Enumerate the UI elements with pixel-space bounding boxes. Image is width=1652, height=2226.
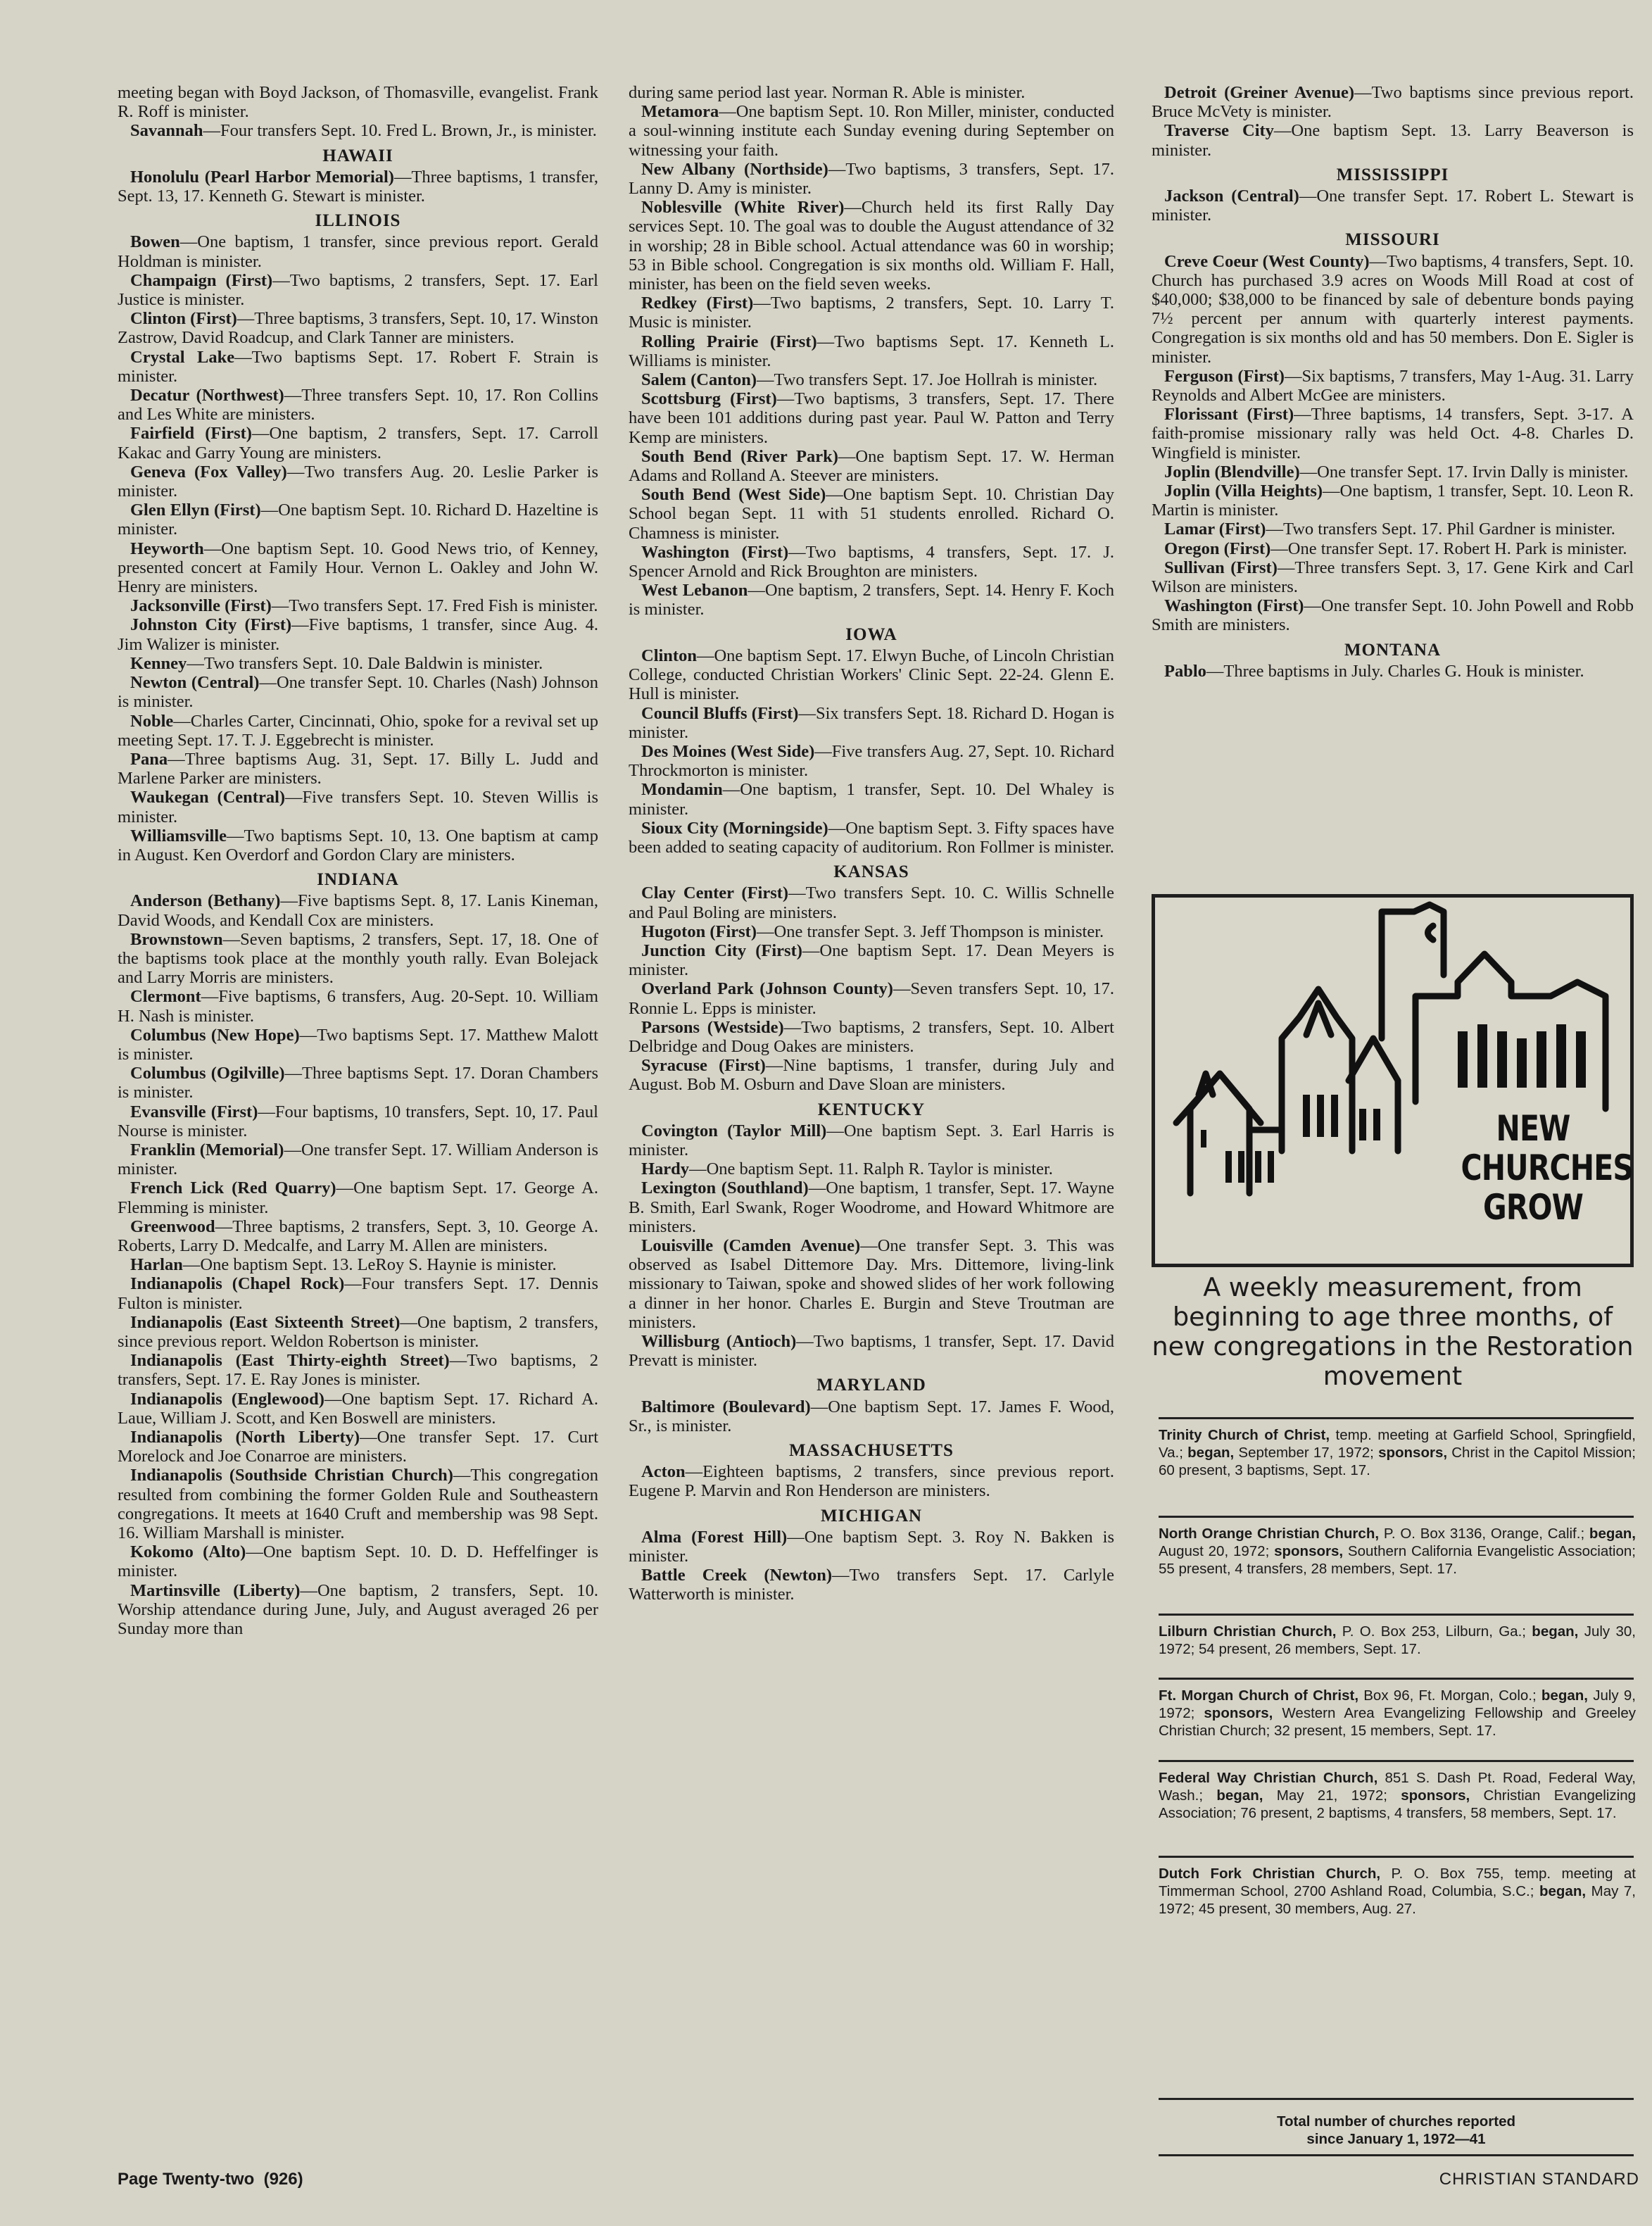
- report-text: —One baptism, 1 transfer, Sept. 10. Del Whaley is minister.: [629, 780, 1114, 819]
- church-report: [118, 673, 598, 711]
- church-name: Sullivan (First): [1164, 558, 1278, 577]
- report-text: —Three baptisms, 1 transfer, Sept. 13, 17. Kenneth G. Stewart is minister.: [118, 167, 598, 206]
- report-text: —One baptism Sept. 17. Richard A. Laue, William J. Scott, and Ken Boswell are ministers.: [118, 1389, 598, 1428]
- church-report: [118, 615, 598, 653]
- report-text: —One transfer Sept. 17. Robert L. Stewart is minister.: [1152, 187, 1634, 225]
- report-text: —One baptism, 1 transfer, since previous report. Gerald Holdman is minister.: [118, 232, 598, 271]
- report-text: —Two transfers Sept. 17. Carlyle Watterworth is minister.: [629, 1566, 1115, 1604]
- report-text: —One transfer Sept. 10. John Powell and Robb Smith are ministers.: [1152, 596, 1634, 635]
- church-name: Franklin (Memorial): [130, 1140, 284, 1159]
- church-report: [629, 389, 1114, 447]
- church-name: Joplin (Blendville): [1164, 462, 1300, 482]
- publication-name: CHRISTIAN STANDARD: [1439, 2170, 1639, 2189]
- report-text: —One baptism Sept. 13. LeRoy S. Haynie is minister.: [182, 1255, 557, 1275]
- church-name: Harlan: [130, 1255, 183, 1275]
- page-number: Page Twenty-two (926): [118, 2170, 303, 2189]
- church-name: Jackson (Central): [1164, 187, 1299, 206]
- divider-rule: [1159, 1417, 1634, 1419]
- church-report: [118, 891, 598, 929]
- church-name: French Lick (Red Quarry): [130, 1178, 336, 1198]
- report-text: —Four baptisms, 10 transfers, Sept. 10, 17. Paul Nourse is minister.: [118, 1102, 598, 1140]
- state-heading: KANSAS: [833, 862, 909, 882]
- church-report: [118, 750, 598, 788]
- report-text: —One transfer Sept. 17. Irvin Dally is minister.: [1299, 462, 1629, 482]
- report-text: —Six transfers Sept. 18. Richard D. Hogan is minister.: [629, 703, 1115, 742]
- church-report: [118, 1581, 598, 1639]
- church-name: Florissant (First): [1164, 405, 1294, 425]
- church-name: Columbus (New Hope): [130, 1025, 300, 1045]
- report-text: —Five baptisms Sept. 8, 17. Lanis Kineman, David Woods, and Kendall Cox are ministers.: [118, 891, 598, 930]
- church-name: Metamora: [641, 102, 719, 122]
- church-report: [629, 1462, 1114, 1500]
- report-text: —One transfer Sept. 3. Jeff Thompson is minister.: [757, 922, 1104, 941]
- church-report: [118, 83, 598, 121]
- church-report: [629, 1566, 1114, 1604]
- church-report: [629, 1236, 1114, 1332]
- church-name: Crystal Lake: [130, 347, 235, 367]
- church-report: [629, 543, 1114, 581]
- church-name: Heyworth: [130, 539, 204, 558]
- divider-rule: [1159, 1516, 1634, 1518]
- church-name: Alma (Forest Hill): [641, 1527, 788, 1547]
- church-name: Traverse City: [1164, 121, 1274, 141]
- report-text: —One baptism Sept. 10. Good News trio, of Kenney, presented concert at Family Hour. Vernon L. Oakley and John W. Henry are ministers.: [118, 539, 598, 597]
- church-name: Waukegan (Central): [130, 788, 286, 807]
- church-report: [118, 712, 598, 750]
- report-text: —One baptism Sept. 10. D. D. Heffelfinger is minister.: [118, 1542, 598, 1581]
- church-report: [629, 979, 1114, 1017]
- church-report: [629, 780, 1114, 818]
- new-church-entry: North Orange Christian Church, P. O. Box 3136, Orange, Calif.; began, August 20, 1972; sponsors, Southern California Evangelistic Association; 55 present, 4 transfers, 28 members, Sept. 17.: [1159, 1526, 1636, 1577]
- report-text: —Three baptisms, 3 transfers, Sept. 10, 17. Winston Zastrow, David Roadcup, and Clark Tanner are ministers.: [118, 309, 598, 348]
- church-report: [1152, 83, 1634, 121]
- church-report: [1152, 367, 1634, 405]
- church-name: Willisburg (Antioch): [641, 1332, 797, 1351]
- report-text: —One baptism Sept. 3. Earl Harris is minister.: [629, 1121, 1114, 1159]
- church-report: [629, 704, 1114, 742]
- church-name: Covington (Taylor Mill): [641, 1121, 827, 1140]
- report-text: during same period last year. Norman R. Able is minister.: [629, 83, 1026, 102]
- church-name: Indianapolis (Englewood): [130, 1389, 324, 1409]
- church-name: Savannah: [130, 121, 203, 141]
- church-report: [118, 501, 598, 539]
- church-name: Noble: [130, 711, 174, 731]
- report-text: —One baptism Sept. 17. Dean Meyers is minister.: [629, 941, 1114, 980]
- report-text: —Two transfers Sept. 10. C. Willis Schnelle and Paul Boling are ministers.: [629, 884, 1114, 922]
- church-name: Johnston City (First): [130, 615, 292, 635]
- church-report: [118, 1351, 598, 1389]
- church-name: Scottsburg (First): [641, 389, 777, 409]
- church-report: [629, 102, 1114, 160]
- report-text: —Two baptisms, 2 transfers, Sept. 17. E. Ray Jones is minister.: [118, 1351, 598, 1390]
- church-report: [1152, 596, 1634, 634]
- church-report: [118, 1274, 598, 1312]
- church-report: [629, 294, 1114, 332]
- report-text: —One baptism Sept. 3. Roy N. Bakken is minister.: [629, 1527, 1115, 1566]
- state-heading: ILLINOIS: [315, 211, 401, 231]
- church-report: [118, 1140, 598, 1178]
- state-heading: INDIANA: [317, 870, 399, 890]
- church-report: [1152, 187, 1634, 225]
- church-report: [118, 348, 598, 386]
- church-report: [118, 1064, 598, 1102]
- report-text: —Two transfers Aug. 20. Leslie Parker is minister.: [118, 462, 598, 501]
- state-heading: MASSACHUSETTS: [789, 1441, 954, 1461]
- report-text: —Three transfers Sept. 3, 17. Gene Kirk and Carl Wilson are ministers.: [1152, 558, 1634, 597]
- report-text: —Two baptisms, 2 transfers, Sept. 17. Earl Justice is minister.: [118, 270, 598, 310]
- church-name: Overland Park (Johnson County): [641, 979, 893, 999]
- report-text: —Nine baptisms, 1 transfer, during July and August. Bob M. Osburn and Dave Sloan are ministers.: [629, 1056, 1114, 1095]
- church-report: [118, 271, 598, 309]
- church-report: [629, 485, 1114, 543]
- church-name: Ferguson (First): [1164, 366, 1285, 386]
- new-churches-grow-logo-text: [1461, 1108, 1634, 1228]
- report-text: —Four transfers Sept. 10. Fred L. Brown, Jr., is minister.: [203, 121, 597, 141]
- column-3: [1152, 83, 1634, 681]
- church-report: [629, 1159, 1114, 1178]
- church-name: Decatur (Northwest): [130, 386, 284, 405]
- church-name: Geneva (Fox Valley): [130, 462, 287, 482]
- church-name: Champaign (First): [130, 270, 273, 290]
- church-report: [118, 1428, 598, 1466]
- church-name: Clay Center (First): [641, 884, 789, 903]
- church-name: Fairfield (First): [130, 424, 252, 444]
- report-text: —Two transfers Sept. 10. Dale Baldwin is minister.: [187, 653, 543, 673]
- church-report: [629, 922, 1114, 941]
- state-heading: MICHIGAN: [820, 1506, 923, 1526]
- logo-line-new: NEW: [1496, 1108, 1570, 1149]
- church-report: [629, 332, 1114, 370]
- new-church-entry: Dutch Fork Christian Church, P. O. Box 755, temp. meeting at Timmerman School, 2700 Ashland Road, Columbia, S.C.; began, May 7, 1972; 45 present, 30 members, Aug. 27.: [1159, 1866, 1637, 1917]
- church-name: Battle Creek (Newton): [641, 1566, 832, 1585]
- church-report: [629, 581, 1114, 619]
- church-report: [118, 1217, 598, 1255]
- report-text: —Two baptisms Sept. 17. Matthew Malott is minister.: [118, 1025, 598, 1064]
- divider-rule: [1159, 1614, 1634, 1616]
- church-report: [1152, 482, 1634, 520]
- church-report: [629, 83, 1114, 102]
- column-1: [118, 83, 598, 1638]
- state-heading: IOWA: [845, 624, 897, 644]
- church-name: Lexington (Southland): [641, 1178, 809, 1198]
- church-report: [118, 826, 598, 864]
- state-heading: MISSOURI: [1345, 230, 1440, 250]
- church-name: Indianapolis (East Sixteenth Street): [130, 1312, 401, 1332]
- report-text: —Four transfers Sept. 17. Dennis Fulton is minister.: [118, 1274, 598, 1313]
- church-name: Greenwood: [130, 1216, 215, 1236]
- church-report: [118, 424, 598, 462]
- report-text: —Two baptisms, 4 transfers, Sept. 17. J. Spencer Arnold and Rick Broughton are ministers.: [629, 542, 1114, 581]
- church-report: [629, 819, 1114, 857]
- church-name: South Bend (West Side): [641, 485, 826, 505]
- church-report: [629, 1332, 1114, 1370]
- divider-rule: [1159, 1856, 1634, 1858]
- church-name: Anderson (Bethany): [130, 891, 281, 911]
- church-report: [629, 742, 1114, 780]
- church-name: Junction City (First): [641, 941, 802, 960]
- church-name: Pana: [130, 749, 168, 769]
- report-text: —One baptism, 2 transfers, Sept. 17. Carroll Kakac and Garry Young are ministers.: [118, 424, 599, 463]
- report-text: —Charles Carter, Cincinnati, Ohio, spoke for a revival set up meeting Sept. 17. T. J. Eggebrecht is minister.: [118, 711, 598, 750]
- new-church-entry: Federal Way Christian Church, 851 S. Dash Pt. Road, Federal Way, Wash.; began, May 21, 1972; sponsors, Christian Evangelizing Association; 76 present, 2 baptisms, 4 transfers, 58 members, Sept. 17.: [1159, 1770, 1636, 1821]
- total-churches-reported: Total number of churches reported since January 1, 1972—41: [1276, 2113, 1516, 2147]
- column-2: [629, 83, 1114, 1604]
- church-report: [1152, 252, 1634, 367]
- church-name: Clermont: [130, 987, 201, 1007]
- church-name: Parsons (Westside): [641, 1017, 784, 1037]
- report-text: —One baptism Sept. 10. Richard D. Hazeltine is minister.: [118, 501, 599, 539]
- report-text: —One baptism Sept. 17. James F. Wood, Sr., is minister.: [629, 1397, 1114, 1435]
- report-text: —One transfer Sept. 17. William Anderson is minister.: [118, 1140, 598, 1179]
- church-report: [118, 168, 598, 206]
- church-name: South Bend (River Park): [641, 446, 838, 466]
- church-report: [1152, 539, 1634, 558]
- church-report: [118, 463, 598, 501]
- report-text: —Seven transfers Sept. 10, 17. Ronnie L. Epps is minister.: [629, 979, 1114, 1018]
- church-report: [118, 654, 598, 673]
- church-name: Acton: [641, 1462, 686, 1482]
- report-text: —Two baptisms Sept. 10, 13. One baptism at camp in August. Ken Overdorf and Gordon Clary are ministers.: [118, 826, 598, 864]
- church-report: [118, 1026, 598, 1064]
- church-name: Lamar (First): [1164, 520, 1266, 539]
- report-text: —Two baptisms Sept. 17. Kenneth L. Williams is minister.: [629, 332, 1114, 370]
- church-name: Kenney: [130, 653, 187, 673]
- report-text: —Three baptisms in July. Charles G. Houk is minister.: [1206, 661, 1584, 681]
- church-name: Hardy: [641, 1159, 690, 1179]
- church-name: Brownstown: [130, 929, 223, 949]
- church-name: Jacksonville (First): [130, 596, 272, 616]
- new-church-entry: Ft. Morgan Church of Christ, Box 96, Ft. Morgan, Colo.; began, July 9, 1972; sponsors, Western Area Evangelizing Fellowship and Greeley Christian Church; 32 present, 15 members, Sept. 17.: [1159, 1687, 1637, 1739]
- church-name: Detroit (Greiner Avenue): [1164, 83, 1354, 102]
- report-text: —Two baptisms Sept. 17. Robert F. Strain is minister.: [118, 347, 598, 386]
- church-report: [118, 1313, 598, 1351]
- church-name: Washington (First): [641, 542, 789, 562]
- church-name: Pablo: [1164, 661, 1206, 681]
- report-text: —Six baptisms, 7 transfers, May 1-Aug. 31. Larry Reynolds and Albert McGee are ministers.: [1152, 366, 1634, 405]
- church-name: Kokomo (Alto): [130, 1542, 246, 1562]
- report-text: —One transfer Sept. 17. Robert H. Park is minister.: [1270, 539, 1627, 558]
- report-text: —Two baptisms since previous report. Bruce McVety is minister.: [1152, 83, 1634, 122]
- church-report: [118, 1255, 598, 1274]
- report-text: —One baptism Sept. 10. Ron Miller, minister, conducted a soul-winning institute each Sunday evening during September on witnessing your faith.: [629, 102, 1114, 160]
- church-report: [629, 1397, 1114, 1435]
- report-text: —One baptism, 2 transfers, Sept. 14. Henry F. Koch is minister.: [629, 581, 1114, 620]
- church-name: Clinton: [641, 646, 697, 665]
- church-report: [629, 646, 1114, 704]
- church-report: [118, 788, 598, 826]
- church-report: [118, 539, 598, 597]
- divider-rule: [1159, 2098, 1634, 2100]
- report-text: —Two baptisms, 3 transfers, Sept. 17. Lanny D. Amy is minister.: [629, 159, 1114, 199]
- report-text: —Five transfers Aug. 27, Sept. 10. Richard Throckmorton is minister.: [629, 741, 1114, 781]
- church-name: Louisville (Camden Avenue): [641, 1235, 861, 1255]
- church-report: [629, 160, 1114, 198]
- church-name: Baltimore (Boulevard): [641, 1397, 811, 1416]
- report-text: —One baptism, 1 transfer, Sept. 10. Leon R. Martin is minister.: [1152, 482, 1634, 520]
- church-report: [118, 987, 598, 1025]
- church-name: Council Bluffs (First): [641, 703, 799, 723]
- church-name: Indianapolis (Chapel Rock): [130, 1274, 345, 1294]
- report-text: —Five transfers Sept. 10. Steven Willis is minister.: [118, 788, 599, 826]
- church-name: Syracuse (First): [641, 1056, 766, 1076]
- church-report: [118, 309, 598, 347]
- report-text: —Five baptisms, 6 transfers, Aug. 20-Sept. 10. William H. Nash is minister.: [118, 987, 598, 1026]
- church-name: West Lebanon: [641, 581, 748, 600]
- church-name: Sioux City (Morningside): [641, 818, 828, 838]
- church-report: [1152, 405, 1634, 463]
- church-report: [118, 1178, 598, 1216]
- church-name: Honolulu (Pearl Harbor Memorial): [130, 167, 394, 187]
- feature-tagline: A weekly measurement, from beginning to age three months, of new congregations in the Restoration movement: [1152, 1272, 1634, 1391]
- church-report: [629, 370, 1114, 389]
- church-name: Salem (Canton): [641, 370, 757, 390]
- report-text: —Two transfers Sept. 17. Phil Gardner is minister.: [1266, 520, 1615, 539]
- church-report: [1152, 520, 1634, 539]
- church-report: [629, 941, 1114, 979]
- church-report: [118, 386, 598, 424]
- church-name: Indianapolis (North Liberty): [130, 1428, 360, 1447]
- church-report: [1152, 558, 1634, 596]
- new-churches-grow-logo-box: [1152, 894, 1634, 1267]
- report-text: —Eighteen baptisms, 2 transfers, since previous report. Eugene P. Marvin and Ron Henderson are ministers.: [629, 1462, 1114, 1501]
- church-name: New Albany (Northside): [641, 159, 828, 179]
- logo-line-churches: CHURCHES: [1461, 1147, 1634, 1188]
- church-name: Noblesville (White River): [641, 198, 845, 218]
- church-report: [1152, 121, 1634, 159]
- church-report: [629, 884, 1114, 922]
- report-text: —One baptism, 2 transfers, Sept. 10. Worship attendance during June, July, and August averaged 26 per Sunday more than: [118, 1580, 598, 1639]
- church-report: [118, 930, 598, 988]
- report-text: —Two transfers Sept. 17. Fred Fish is minister.: [271, 596, 598, 616]
- report-text: —Two baptisms, 2 transfers, Sept. 10. Larry T. Music is minister.: [629, 294, 1114, 332]
- state-heading: MISSISSIPPI: [1336, 165, 1449, 184]
- report-text: —Five baptisms, 1 transfer, since Aug. 4. Jim Walizer is minister.: [118, 615, 599, 654]
- church-name: Columbus (Ogilville): [130, 1064, 285, 1083]
- church-report: [118, 232, 598, 270]
- church-name: Clinton (First): [130, 309, 237, 329]
- church-report: [1152, 662, 1634, 681]
- report-text: —One baptism Sept. 13. Larry Beaverson is minister.: [1152, 121, 1634, 160]
- church-name: Indianapolis (East Thirty-eighth Street): [130, 1351, 450, 1371]
- church-report: [118, 1102, 598, 1140]
- report-text: —This congregation resulted from combining the former Golden Rule and Southeastern congregations. It meets at 1640 Cruft and membership was 98 Sept. 16. William Marshall is minister.: [118, 1466, 598, 1543]
- state-heading: KENTUCKY: [817, 1100, 926, 1119]
- report-text: —Three baptisms Aug. 31, Sept. 17. Billy L. Judd and Marlene Parker are ministers.: [118, 749, 598, 788]
- state-heading: MARYLAND: [816, 1376, 926, 1395]
- report-text: —One baptism Sept. 17. Elwyn Buche, of Lincoln Christian College, conducted Christian Workers' Clinic Sept. 22-24. Glenn E. Hull is minister.: [629, 646, 1114, 704]
- church-name: Williamsville: [130, 826, 227, 845]
- report-text: —One baptism Sept. 3. Fifty spaces have been added to seating capacity of auditorium. Ron Follmer is minister.: [629, 818, 1114, 857]
- report-text: —One transfer Sept. 10. Charles (Nash) Johnson is minister.: [118, 673, 598, 712]
- state-heading: HAWAII: [322, 146, 393, 165]
- logo-line-grow: GROW: [1482, 1187, 1584, 1228]
- state-heading: MONTANA: [1344, 640, 1442, 660]
- church-report: [118, 596, 598, 615]
- report-text: —Three baptisms, 2 transfers, Sept. 3, 10. George A. Roberts, Larry D. Medcalfe, and Larry M. Allen are ministers.: [118, 1216, 598, 1255]
- report-text: —Three baptisms, 14 transfers, Sept. 3-17. A faith-promise missionary rally was held Oct. 4-8. Charles D. Wingfield is minister.: [1152, 405, 1634, 463]
- report-text: meeting began with Boyd Jackson, of Thomasville, evangelist. Frank R. Roff is minister.: [118, 83, 598, 122]
- report-text: —One baptism Sept. 17. W. Herman Adams and Rolland A. Steever are ministers.: [629, 446, 1115, 486]
- church-report: [629, 1178, 1114, 1236]
- church-name: Creve Coeur (West County): [1164, 251, 1370, 271]
- church-report: [1152, 463, 1634, 482]
- report-text: —Three transfers Sept. 10, 17. Ron Collins and Les White are ministers.: [118, 386, 598, 425]
- church-report: [118, 1542, 598, 1580]
- church-name: Indianapolis (Southside Christian Church): [130, 1466, 453, 1485]
- church-name: Redkey (First): [641, 294, 754, 313]
- church-report: [629, 447, 1114, 485]
- report-text: —One baptism Sept. 17. George A. Flemming is minister.: [118, 1178, 598, 1217]
- church-name: Washington (First): [1164, 596, 1304, 616]
- church-name: Evansville (First): [130, 1102, 258, 1121]
- divider-rule: [1159, 1678, 1634, 1680]
- church-report: [629, 1121, 1114, 1159]
- church-report: [629, 1528, 1114, 1566]
- new-church-entry: Trinity Church of Christ, temp. meeting at Garfield School, Springfield, Va.; began, September 17, 1972; sponsors, Christ in the Capitol Mission; 60 present, 3 baptisms, Sept. 17.: [1159, 1427, 1636, 1478]
- report-text: —Two baptisms, 4 transfers, Sept. 10. Church has purchased 3.9 acres on Woods Mill Road at cost of $40,000; $38,000 to be financed by sale of debenture bonds paying 7½ percent per annum with quarterly interest payments. Congregation is six months old and has 50 members. Don E. Sigler is minister.: [1152, 251, 1634, 367]
- church-report: [118, 121, 598, 140]
- new-church-entry: Lilburn Christian Church, P. O. Box 253, Lilburn, Ga.; began, July 30, 1972; 54 present, 26 members, Sept. 17.: [1159, 1623, 1636, 1657]
- report-text: —Two baptisms, 3 transfers, Sept. 17. There have been 101 additions during past year. Paul W. Patton and Terry Kemp are ministers.: [629, 389, 1115, 447]
- church-name: Oregon (First): [1164, 539, 1271, 558]
- church-name: Mondamin: [641, 780, 723, 800]
- church-name: Bowen: [130, 232, 180, 252]
- church-report: [629, 1056, 1114, 1094]
- report-text: —Two transfers Sept. 17. Joe Hollrah is minister.: [757, 370, 1098, 390]
- church-report: [629, 1018, 1114, 1056]
- church-name: Hugoton (First): [641, 922, 757, 941]
- report-text: —One baptism, 2 transfers, since previous report. Weldon Robertson is minister.: [118, 1312, 598, 1351]
- divider-rule: [1159, 2154, 1634, 2156]
- report-text: —One baptism Sept. 11. Ralph R. Taylor is minister.: [689, 1159, 1053, 1179]
- church-name: Rolling Prairie (First): [641, 332, 817, 351]
- report-text: —Church held its first Rally Day services Sept. 10. The goal was to double the August attendance of 32 in worship; 28 in Bible school. Actual attendance was 60 in worship; 53 in Bible school. Congregation is six months old. William F. Hall, minister, has been on the field seven weeks.: [629, 198, 1114, 294]
- church-name: Glen Ellyn (First): [130, 501, 261, 520]
- church-report: [118, 1390, 598, 1428]
- report-text: —Seven baptisms, 2 transfers, Sept. 17, 18. One of the baptisms took place at the monthly youth rally. Evan Bolejack and Larry Morris are ministers.: [118, 929, 598, 988]
- report-text: —Two baptisms, 1 transfer, Sept. 17. David Prevatt is minister.: [629, 1332, 1115, 1371]
- report-text: —Three baptisms Sept. 17. Doran Chambers is minister.: [118, 1064, 598, 1102]
- church-name: Martinsville (Liberty): [130, 1580, 301, 1600]
- report-text: —One transfer Sept. 3. This was observed as Isabel Dittemore Day. Mrs. Dittemore, living-link missionary to Taiwan, spoke and showed slides of her work following a dinner in her honor. Charles E. Burgin and Steve Troutman are ministers.: [629, 1235, 1115, 1332]
- church-report: [118, 1466, 598, 1542]
- divider-rule: [1159, 1760, 1634, 1762]
- church-name: Joplin (Villa Heights): [1164, 482, 1323, 501]
- church-report: [629, 198, 1114, 294]
- report-text: —One baptism, 1 transfer, Sept. 17. Wayne B. Smith, Earl Swank, Roger Woodrome, and Howard Whitmore are ministers.: [629, 1178, 1114, 1236]
- report-text: —Two baptisms, 2 transfers, Sept. 10. Albert Delbridge and Doug Oakes are ministers.: [629, 1017, 1114, 1056]
- report-text: —One baptism Sept. 10. Christian Day School began Sept. 11 with 51 students enrolled. Richard O. Chamness is minister.: [629, 485, 1115, 543]
- report-text: —One transfer Sept. 17. Curt Morelock and Joe Conarroe are ministers.: [118, 1428, 598, 1466]
- church-name: Newton (Central): [130, 673, 260, 693]
- church-name: Des Moines (West Side): [641, 741, 815, 761]
